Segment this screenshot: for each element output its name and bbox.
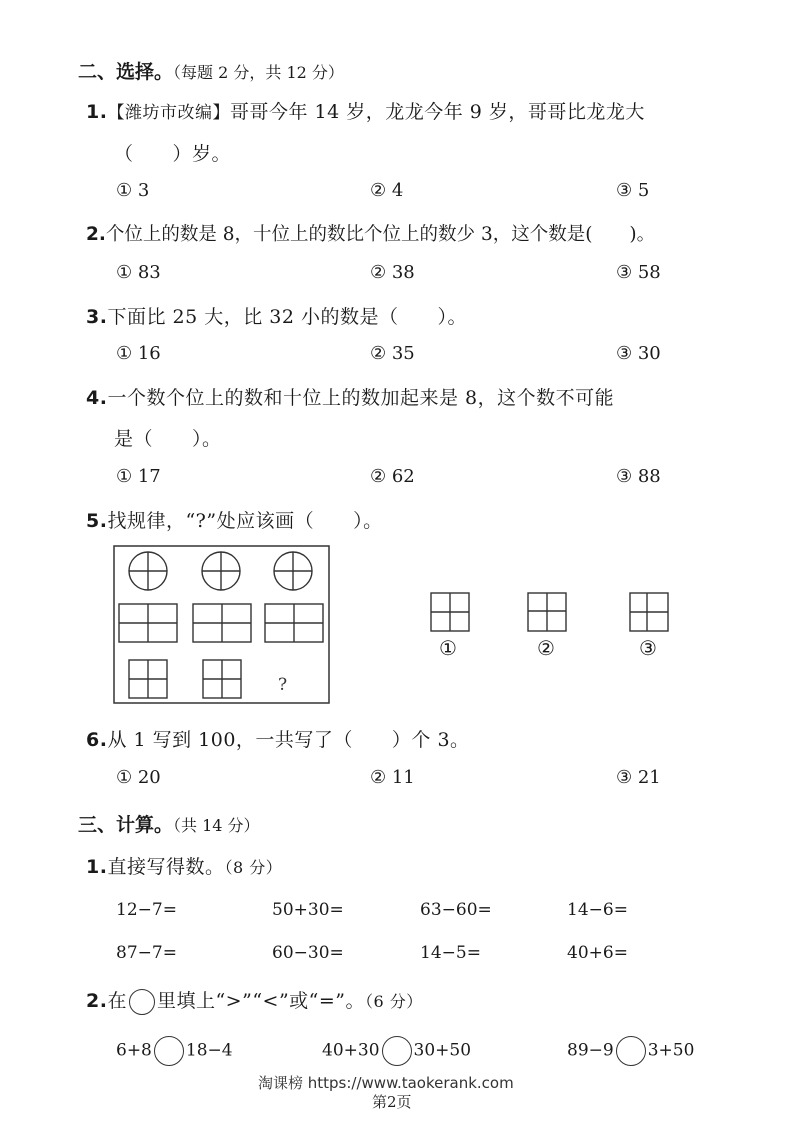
calc-item: 12−7= — [116, 900, 177, 920]
option-a[interactable]: ① 3 — [116, 180, 150, 201]
answer-circle[interactable] — [382, 1036, 412, 1066]
question-number: 1. — [86, 856, 108, 878]
section-2-heading — [78, 57, 344, 84]
calc-item: 60−30= — [272, 943, 344, 963]
question-5 — [86, 506, 383, 533]
option-a[interactable]: ① 16 — [116, 343, 161, 364]
option-shape-1[interactable] — [428, 590, 472, 634]
option-label-2[interactable]: ② — [537, 636, 555, 660]
section-3-heading — [78, 810, 260, 837]
option-c[interactable]: ③ 58 — [616, 262, 661, 283]
option-c[interactable]: ③ 5 — [616, 180, 650, 201]
calc-item: 63−60= — [420, 900, 492, 920]
question-text: 直接写得数。 — [107, 856, 225, 878]
question-number: 1. — [86, 101, 108, 123]
circle-cross-shape — [129, 552, 167, 590]
option-label-3[interactable]: ③ — [639, 636, 657, 660]
question-number: 6. — [86, 729, 108, 751]
question-mark: ? — [278, 675, 288, 695]
compare-item — [567, 1036, 694, 1066]
compare-left: 40+30 — [322, 1040, 380, 1061]
option-b[interactable]: ② 11 — [370, 767, 415, 788]
option-label-1[interactable]: ① — [439, 636, 457, 660]
question-text: 找规律，“?”处应该画（ ）。 — [107, 510, 383, 532]
question-number: 4. — [86, 387, 108, 409]
question-4-line-2: 是（ ）。 — [114, 428, 222, 450]
square-cross-shape — [129, 660, 167, 698]
section-3-score-note: （共 14 分） — [173, 816, 260, 835]
question-text: 个位上的数是 8，十位上的数比个位上的数少 3，这个数是( )。 — [105, 224, 656, 245]
option-b[interactable]: ② 4 — [370, 180, 404, 201]
question-4 — [86, 383, 614, 410]
rectangle-cross-shape — [265, 604, 323, 642]
pattern-figure — [112, 544, 334, 706]
question-score-note: （8 分） — [224, 858, 283, 877]
rectangle-cross-shape — [193, 604, 251, 642]
question-source: 【潍坊市改编】 — [107, 103, 230, 123]
page-number: 第2页 — [372, 1093, 412, 1111]
option-a[interactable]: ① 20 — [116, 767, 161, 788]
circle-cross-shape — [274, 552, 312, 590]
question-text: 哥哥今年 14 岁，龙龙今年 9 岁，哥哥比龙龙大 — [229, 101, 645, 123]
question-number: 2. — [86, 990, 108, 1012]
compare-item — [116, 1036, 233, 1066]
option-a[interactable]: ① 17 — [116, 466, 161, 487]
question-number: 5. — [86, 510, 108, 532]
watermark-link[interactable]: 淘课榜 https://www.taokerank.com — [258, 1074, 514, 1092]
question-number: 2. — [86, 224, 106, 245]
question-1-line-2: （ ）岁。 — [114, 143, 232, 165]
question-text-pre: 在 — [107, 990, 127, 1012]
option-shape-2[interactable] — [525, 590, 569, 634]
question-6 — [86, 725, 470, 752]
compare-left: 89−9 — [567, 1040, 614, 1061]
question-1 — [86, 97, 645, 124]
compare-right: 3+50 — [647, 1040, 695, 1061]
compare-right: 30+50 — [413, 1040, 472, 1061]
section-2-title: 二、选择。 — [78, 61, 174, 83]
option-a[interactable]: ① 83 — [116, 262, 161, 283]
calc-item: 87−7= — [116, 943, 177, 963]
calc-question-2 — [86, 986, 423, 1015]
question-score-note: （6 分） — [365, 992, 423, 1011]
question-3 — [86, 302, 467, 329]
question-text: 下面比 25 大，比 32 小的数是（ ）。 — [107, 306, 467, 328]
circle-cross-shape — [202, 552, 240, 590]
calc-item: 14−5= — [420, 943, 481, 963]
calc-question-1 — [86, 852, 282, 879]
option-b[interactable]: ② 62 — [370, 466, 415, 487]
option-shape-3[interactable] — [627, 590, 671, 634]
calc-item: 50+30= — [272, 900, 344, 920]
square-cross-shape — [203, 660, 241, 698]
calc-item: 40+6= — [567, 943, 628, 963]
option-b[interactable]: ② 35 — [370, 343, 415, 364]
calc-item: 14−6= — [567, 900, 628, 920]
section-3-title: 三、计算。 — [78, 814, 174, 836]
option-b[interactable]: ② 38 — [370, 262, 415, 283]
question-text: 一个数个位上的数和十位上的数加起来是 8，这个数不可能 — [107, 387, 615, 409]
answer-circle[interactable] — [616, 1036, 646, 1066]
compare-left: 6+8 — [116, 1040, 152, 1061]
option-c[interactable]: ③ 21 — [616, 767, 661, 788]
option-c[interactable]: ③ 30 — [616, 343, 661, 364]
question-2 — [86, 220, 655, 246]
question-number: 3. — [86, 306, 108, 328]
answer-circle[interactable] — [154, 1036, 184, 1066]
question-text: 从 1 写到 100，一共写了（ ）个 3。 — [107, 729, 470, 751]
compare-right: 18−4 — [185, 1040, 233, 1061]
option-c[interactable]: ③ 88 — [616, 466, 661, 487]
question-text-post: 里填上“>”“<”或“=”。 — [156, 990, 366, 1012]
rectangle-cross-shape — [119, 604, 177, 642]
compare-item — [322, 1036, 471, 1066]
section-2-score-note: （每题 2 分，共 12 分） — [173, 63, 344, 82]
blank-circle-icon — [129, 989, 155, 1015]
